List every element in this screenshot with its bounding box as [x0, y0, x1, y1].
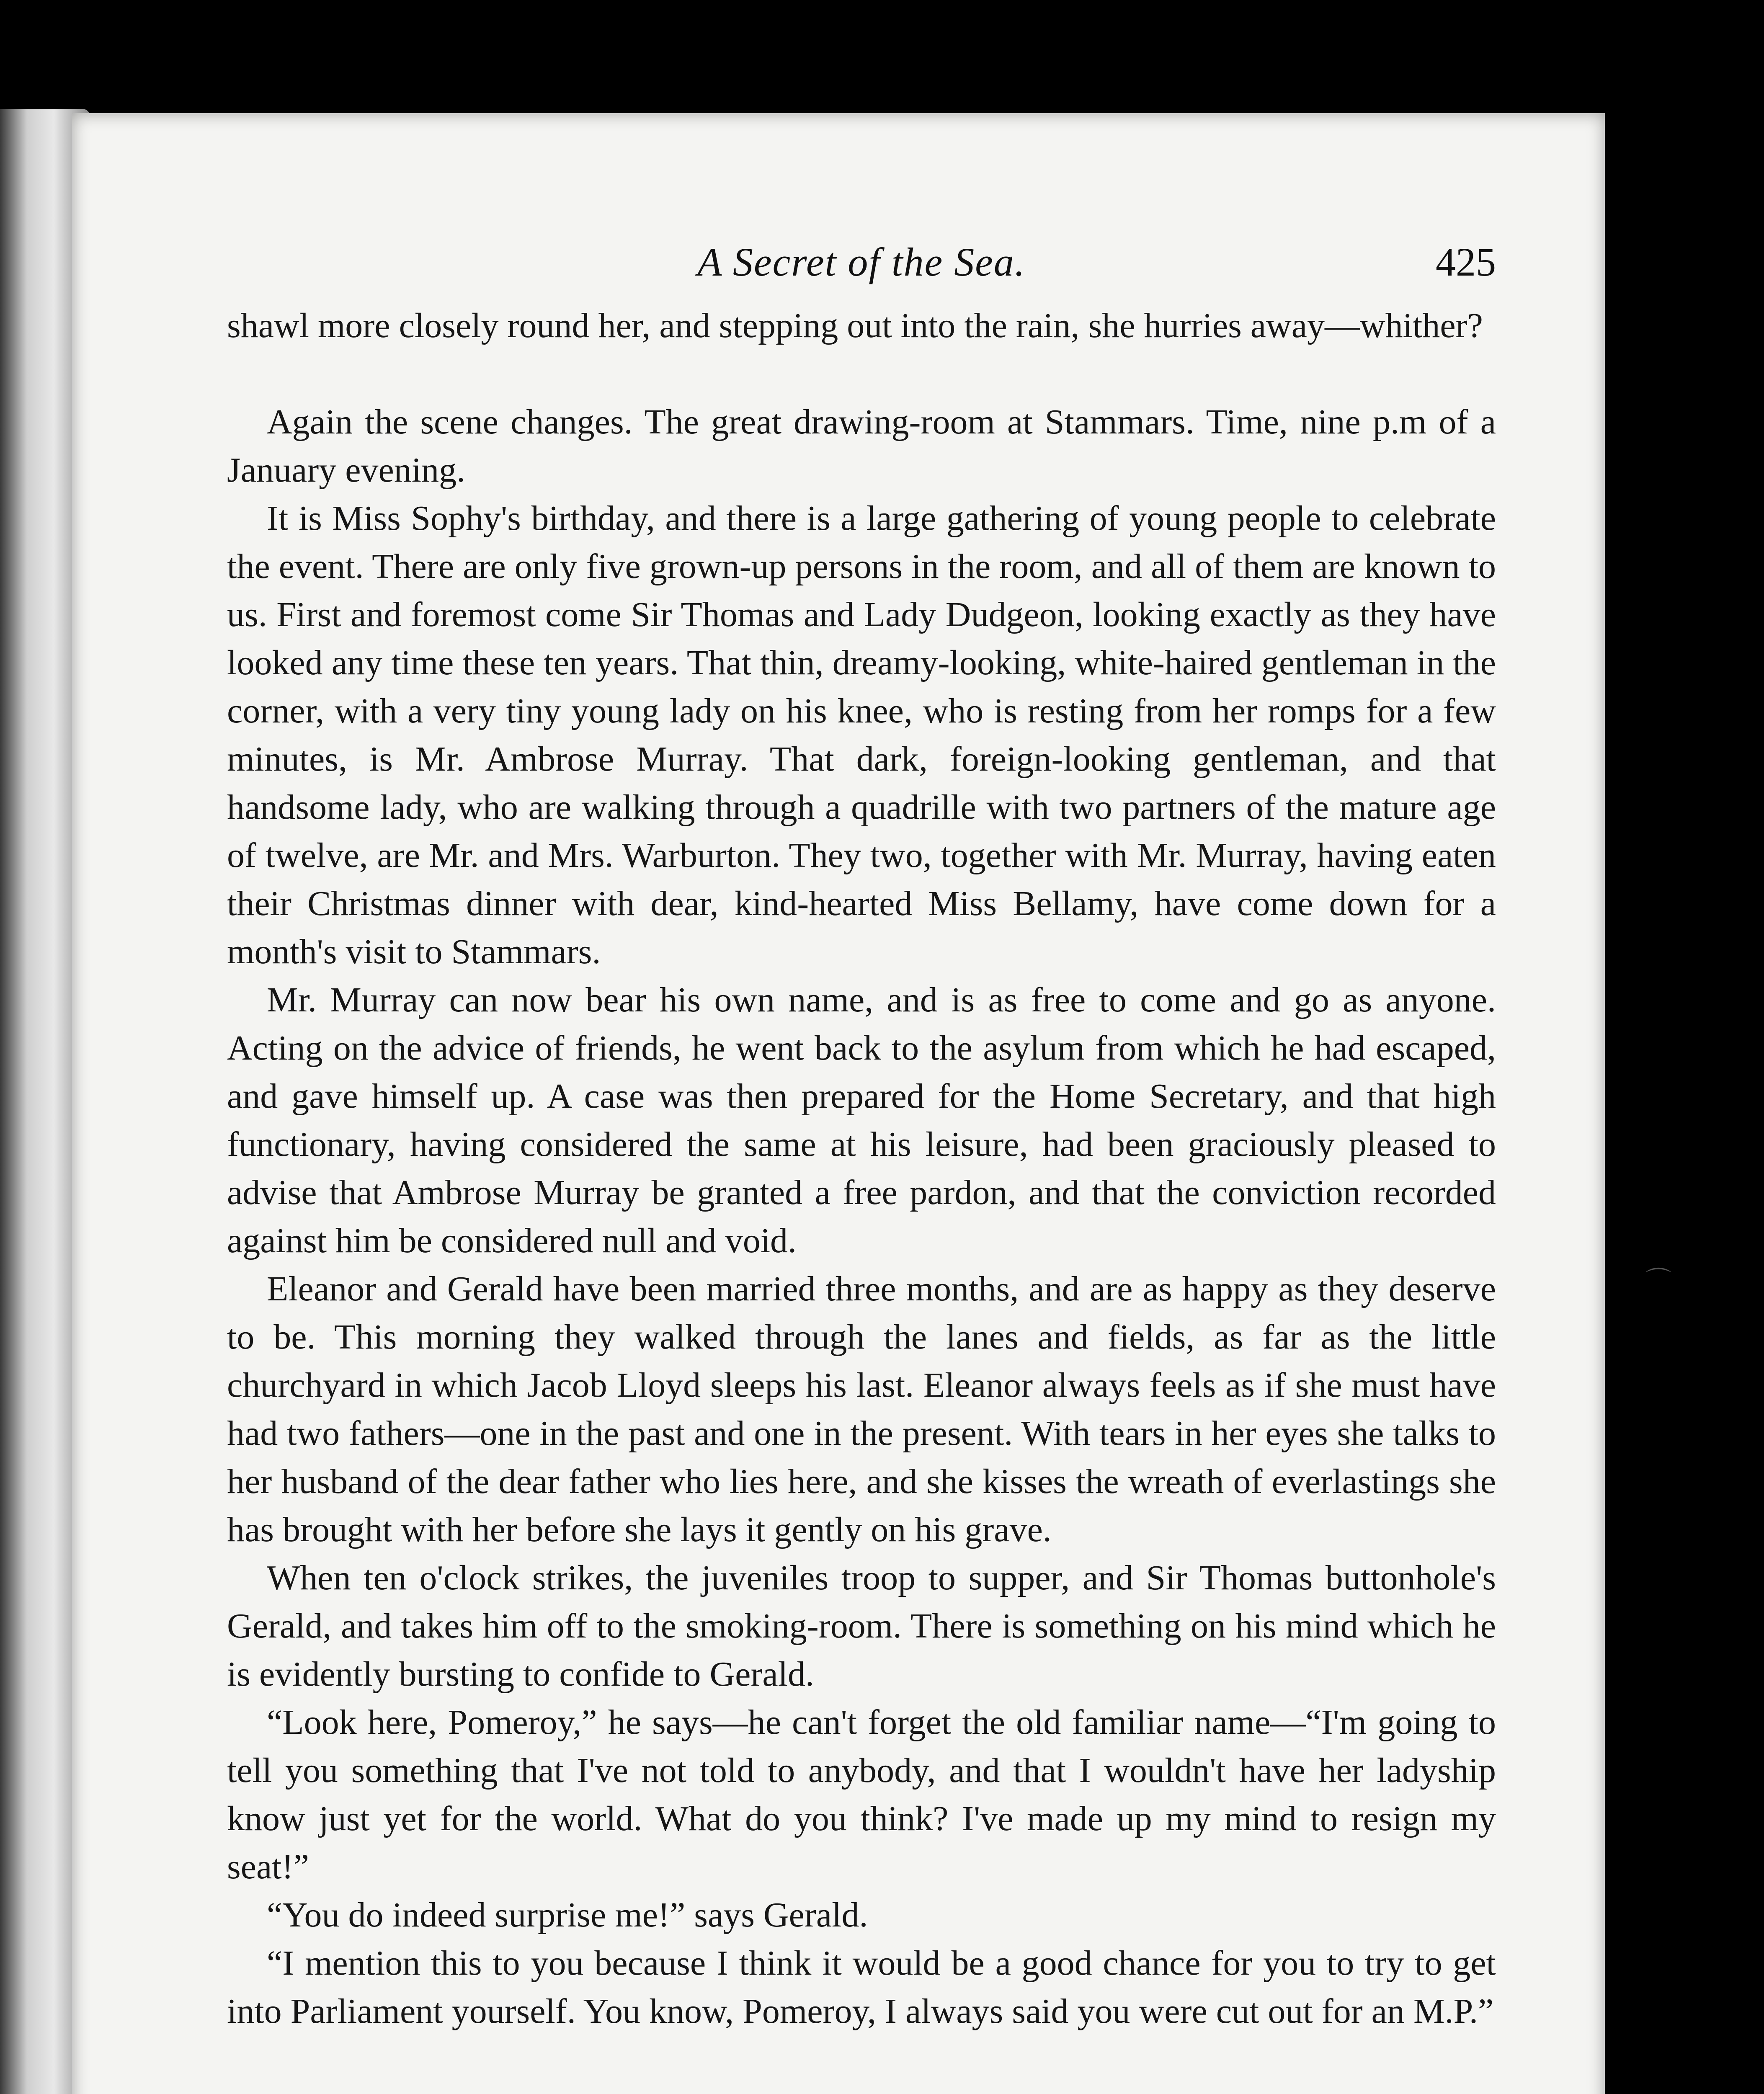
- page-content: [227, 239, 1496, 2094]
- margin-mark-icon: ⌒: [1646, 1266, 1671, 1295]
- paragraph: It is Miss Sophy's birthday, and there is a large gathering of young people to celebrate the event. There are only five grown-up persons in the room, and all of them are known to us. First and foremost come Sir Thomas and Lady Dudgeon, looking exactly as they have looked any time these ten years. That thin, dreamy-looking, white-haired gentleman in the corner, with a very tiny young lady on his knee, who is resting from her romps for a few minutes, is Mr. Ambrose Murray. That dark, foreign-looking gentleman, and that handsome lady, who are walking through a quadrille with two partners of the mature age of twelve, are Mr. and Mrs. Warburton. They two, together with Mr. Murray, having eaten their Christmas dinner with dear, kind-hearted Miss Bellamy, have come down for a month's visit to Stammars.: [227, 499, 1496, 971]
- book-page: [72, 113, 1605, 2094]
- page-number: 425: [1436, 240, 1496, 284]
- paragraph-continuation: shawl more closely round her, and stepping out into the rain, she hurries away—whither?: [227, 306, 1483, 345]
- paragraph: Mr. Murray can now bear his own name, and is as free to come and go as anyone. Acting on the advice of friends, he went back to the asylum from which he had escaped, and gave himself up. A case was then prepared for the Home Secretary, and that high functionary, having considered the same at his leisure, had been graciously pleased to advise that Ambrose Murray be granted a free pardon, and that the conviction recorded against him be considered null and void.: [227, 980, 1496, 1260]
- paragraph: “Look here, Pomeroy,” he says—he can't forget the old familiar name—“I'm going to tell you something that I've not told to anybody, and that I wouldn't have her ladyship know just yet for the world. What do you think? I've made up my mind to resign my seat!”: [227, 1703, 1496, 1886]
- running-head: [227, 239, 1496, 302]
- body-text: [227, 302, 1496, 2035]
- paragraph: “You do indeed surprise me!” says Gerald.: [267, 1895, 868, 1934]
- section-break: [227, 350, 1496, 398]
- running-title: A Secret of the Sea.: [697, 240, 1026, 284]
- paragraph: “I mention this to you because I think it would be a good chance for you to try to get into Parliament yourself. You know, Pomeroy, I always said you were cut out for an M.P.”: [227, 1944, 1496, 2031]
- paragraph: When ten o'clock strikes, the juveniles troop to supper, and Sir Thomas buttonhole's Gerald, and takes him off to the smoking-room. There is something on his mind which he is evidently bursting to confide to Gerald.: [227, 1558, 1496, 1694]
- paragraph: Eleanor and Gerald have been married three months, and are as happy as they deserve to be. This morning they walked through the lanes and fields, as far as the little churchyard in which Jacob Lloyd sleeps his last. Eleanor always feels as if she must have had two fathers—one in the past and one in the present. With tears in her eyes she talks to her husband of the dear father who lies here, and she kisses the wreath of everlastings she has brought with her before she lays it gently on his grave.: [227, 1269, 1496, 1549]
- paragraph: Again the scene changes. The great drawing-room at Stammars. Time, nine p.m of a January evening.: [227, 402, 1496, 490]
